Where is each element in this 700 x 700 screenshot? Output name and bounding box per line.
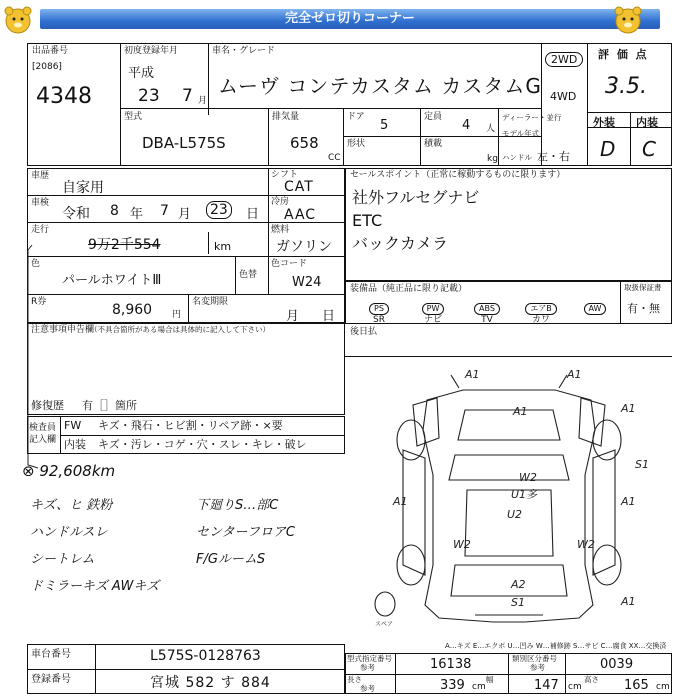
inspect-label1: 検査員 <box>29 423 57 433</box>
damage-legend: A…キズ E…エクボ U…凹み W…補修跡 S…サビ C…腐食 XX…交換済 <box>445 642 667 650</box>
diagram-mark: A1 <box>513 405 528 418</box>
diagram-mark: A1 <box>567 368 582 381</box>
equipment-item <box>410 296 456 325</box>
handwritten-mileage-value: 92,608km <box>39 462 116 480</box>
length-label: 長さ <box>347 675 362 684</box>
banner-title: 完全ゼロ切りコーナー <box>40 9 660 29</box>
equipment-bottom: ナビ <box>423 315 442 325</box>
mileage-struck: 9万2千554 <box>88 237 161 253</box>
diagram-mark: S1 <box>511 596 525 609</box>
diagram-mark: W2 <box>519 471 537 484</box>
type-no-label: 型式指定番号 <box>347 654 392 663</box>
spare-label: スペア <box>375 621 394 628</box>
recycle-amount: 8,960 <box>112 302 153 318</box>
equipment-top: AW <box>584 303 607 315</box>
first-reg-era: 平成 <box>128 66 155 81</box>
equipment-bottom: SR <box>373 315 385 325</box>
cm-unit: cm <box>472 682 486 692</box>
fuel-label: 燃料 <box>271 225 290 235</box>
chassis-label: 車台番号 <box>31 649 71 660</box>
interior-label: 内装 <box>636 116 658 129</box>
model-label: 型式 <box>124 112 143 122</box>
notes-label: 注意事項申告欄 <box>31 325 95 335</box>
car-name-label: 車名・グレード <box>212 46 276 56</box>
inspect-label2: 記入欄 <box>29 435 57 445</box>
doors-label: ドア <box>347 112 365 122</box>
width-label: 幅 <box>486 675 494 684</box>
model-year-label: モデル年式 <box>502 129 540 138</box>
diagram-mark: A2 <box>511 578 526 591</box>
class-no-label: 類別区分番号 <box>512 654 557 663</box>
equipment-bottom: カワ <box>531 315 550 325</box>
plate-label: 登録番号 <box>31 674 71 685</box>
equipment-bottom: TV <box>481 315 493 325</box>
width-value: 147 <box>534 678 559 693</box>
equipment-label: 装備品（純正品に限り記載） <box>350 284 468 294</box>
capacity-value: 4 <box>462 118 471 133</box>
handle-label: ハンドル <box>502 153 532 162</box>
inspection-label: 車検 <box>31 198 50 208</box>
kg-unit: kg <box>487 154 498 164</box>
inspection-era: 令和 <box>62 206 90 222</box>
lot-number: 4348 <box>36 84 92 109</box>
notes-frame <box>27 323 345 415</box>
usage-value: 自家用 <box>62 180 104 196</box>
cc-unit: CC <box>328 153 341 163</box>
lot-label: 出品番号 <box>32 46 69 56</box>
manual-value: 有・無 <box>627 302 660 315</box>
first-reg-year: 23 <box>138 86 160 106</box>
shape-label: 形状 <box>347 139 366 149</box>
banner <box>0 0 700 38</box>
notes-sub: （不具合箇所がある場合は具体的に記入して下さい） <box>90 325 270 334</box>
ac-label: 冷房 <box>271 197 290 207</box>
score-value: 3.5. <box>605 74 647 99</box>
repair-unit: ］箇所 <box>104 399 137 412</box>
diagram-mark: S1 <box>635 458 649 471</box>
displacement-value: 658 <box>290 134 319 152</box>
color-code-label: 色コード <box>271 259 308 269</box>
diagram-mark: W2 <box>577 538 595 551</box>
equipment-items <box>356 296 618 325</box>
equipment-item <box>518 296 564 325</box>
handwritten-mileage: ⊗ 92,608km <box>22 462 116 480</box>
chassis-value: L575S-0128763 <box>150 648 261 664</box>
repair-label: 修復歴 <box>31 399 64 412</box>
exterior-grade: D <box>600 137 616 161</box>
load-label: 積載 <box>424 139 443 149</box>
equipment-item <box>464 296 510 325</box>
interior-grade: C <box>642 137 656 161</box>
equipment-top: PS <box>369 303 389 315</box>
mileage-label: 走行 <box>31 225 50 235</box>
ref-label: 参考 <box>360 663 375 672</box>
diagram-mark: A1 <box>393 495 408 508</box>
diagram-mark: A1 <box>621 495 636 508</box>
handwritten-arrow <box>10 240 40 480</box>
color-label: 色 <box>31 259 41 269</box>
diagram-mark: A1 <box>621 402 636 415</box>
inspection-month: 7 <box>160 203 169 219</box>
later-label: 後日払 <box>350 327 378 337</box>
equipment-item <box>572 296 618 325</box>
inspect-row1: キズ・飛石・ヒビ割・リペア跡・×要 <box>98 419 283 432</box>
first-reg-month: 7 <box>182 86 193 106</box>
drive-4wd: 4WD <box>550 90 577 103</box>
equipment-top: PW <box>422 303 445 315</box>
class-no-value: 0039 <box>600 657 634 672</box>
diagram-mark: W2 <box>453 538 471 551</box>
color-value: パールホワイトⅢ <box>62 273 162 288</box>
shift-label: シフト <box>271 170 299 180</box>
mascot-bear-icon <box>612 5 644 35</box>
handwritten-notes-mid <box>196 492 295 573</box>
diagram-mark: A1 <box>621 595 636 608</box>
equipment-top: ABS <box>474 303 500 315</box>
inspection-year-unit: 年 <box>130 207 144 222</box>
doors-value: 5 <box>380 118 389 133</box>
fuel-value: ガソリン <box>276 239 332 255</box>
cm-unit: cm <box>568 682 582 692</box>
sales-point-item: ETC <box>352 211 383 230</box>
handwritten-line: 下廻りS…部C <box>196 498 279 513</box>
height-value: 165 <box>624 678 649 693</box>
capacity-unit: 人 <box>486 124 496 134</box>
sales-point-item: 社外フルセグナビ <box>352 188 480 207</box>
manual-label: 取扱保証書 <box>624 283 662 292</box>
diagram-mark: A1 <box>465 368 480 381</box>
diagram-mark: U2 <box>507 508 523 521</box>
dealer-label: ディーラー・並行 <box>502 113 562 122</box>
handwritten-line: F/GルームS <box>196 552 266 567</box>
diagram-mark: U1多 <box>511 488 538 501</box>
equipment-top: エアB <box>525 303 557 315</box>
mascot-bear-icon <box>2 5 34 35</box>
handwritten-line: ドミラーキズ AWキズ <box>30 579 160 594</box>
inspect-row1-prefix: FW <box>64 419 82 432</box>
plate-value: 宮城 582 す 884 <box>150 675 271 691</box>
shift-value: CAT <box>284 179 314 195</box>
ref-label: 参考 <box>360 684 375 693</box>
yen-unit: 円 <box>172 310 182 320</box>
sales-points-label: セールスポイント（正常に稼動するものに限ります） <box>350 170 566 180</box>
score-label: 評 価 点 <box>598 48 649 61</box>
inspection-day: 23 <box>206 201 232 219</box>
handwritten-line: シートレム <box>30 552 95 567</box>
color-code: W24 <box>292 275 322 290</box>
inspection-month-unit: 月 <box>178 207 192 222</box>
handle-value: 左・右 <box>537 150 570 163</box>
name-change-day-unit: 日 <box>322 309 336 324</box>
drive-2wd: 2WD <box>545 52 583 67</box>
km-unit: km <box>214 240 232 253</box>
cm-unit: cm <box>656 682 670 692</box>
name-change-label: 名変期限 <box>192 297 229 307</box>
first-reg-label: 初度登録年月 <box>124 46 179 56</box>
length-value: 339 <box>440 678 465 693</box>
displacement-label: 排気量 <box>272 112 300 122</box>
handwritten-notes-left <box>30 492 159 600</box>
handwritten-line: キズ、ヒ 鉄粉 <box>30 498 113 513</box>
usage-label: 車歴 <box>31 171 50 181</box>
car-name: ムーヴ コンテカスタム カスタムG <box>218 74 542 98</box>
type-no-value: 16138 <box>430 657 472 672</box>
month-unit: 月 <box>198 96 208 106</box>
inspection-day-unit: 日 <box>246 207 260 222</box>
height-label: 高さ <box>584 675 599 684</box>
inspect-row2-prefix: 内装 <box>64 438 86 451</box>
name-change-month-unit: 月 <box>286 309 300 324</box>
sales-point-item: バックカメラ <box>352 234 449 253</box>
color-change-label: 色替 <box>239 270 258 280</box>
model-value: DBA-L575S <box>142 134 226 152</box>
car-damage-diagram <box>355 360 670 640</box>
inspection-year: 8 <box>110 203 119 219</box>
repair-value: 有［ <box>82 399 104 412</box>
lot-sub: [2086] <box>32 62 62 72</box>
ac-value: AAC <box>284 207 317 223</box>
exterior-label: 外装 <box>593 116 615 129</box>
handwritten-line: センターフロアC <box>196 525 295 540</box>
capacity-label: 定員 <box>424 112 443 122</box>
ref-label: 参考 <box>530 663 545 672</box>
inspect-row2: キズ・汚レ・コゲ・穴・スレ・キレ・破レ <box>98 438 307 451</box>
sales-points-list <box>352 186 479 255</box>
handwritten-line: ハンドルスレ <box>30 525 108 540</box>
recycle-label: R券 <box>31 297 47 307</box>
equipment-item <box>356 296 402 325</box>
